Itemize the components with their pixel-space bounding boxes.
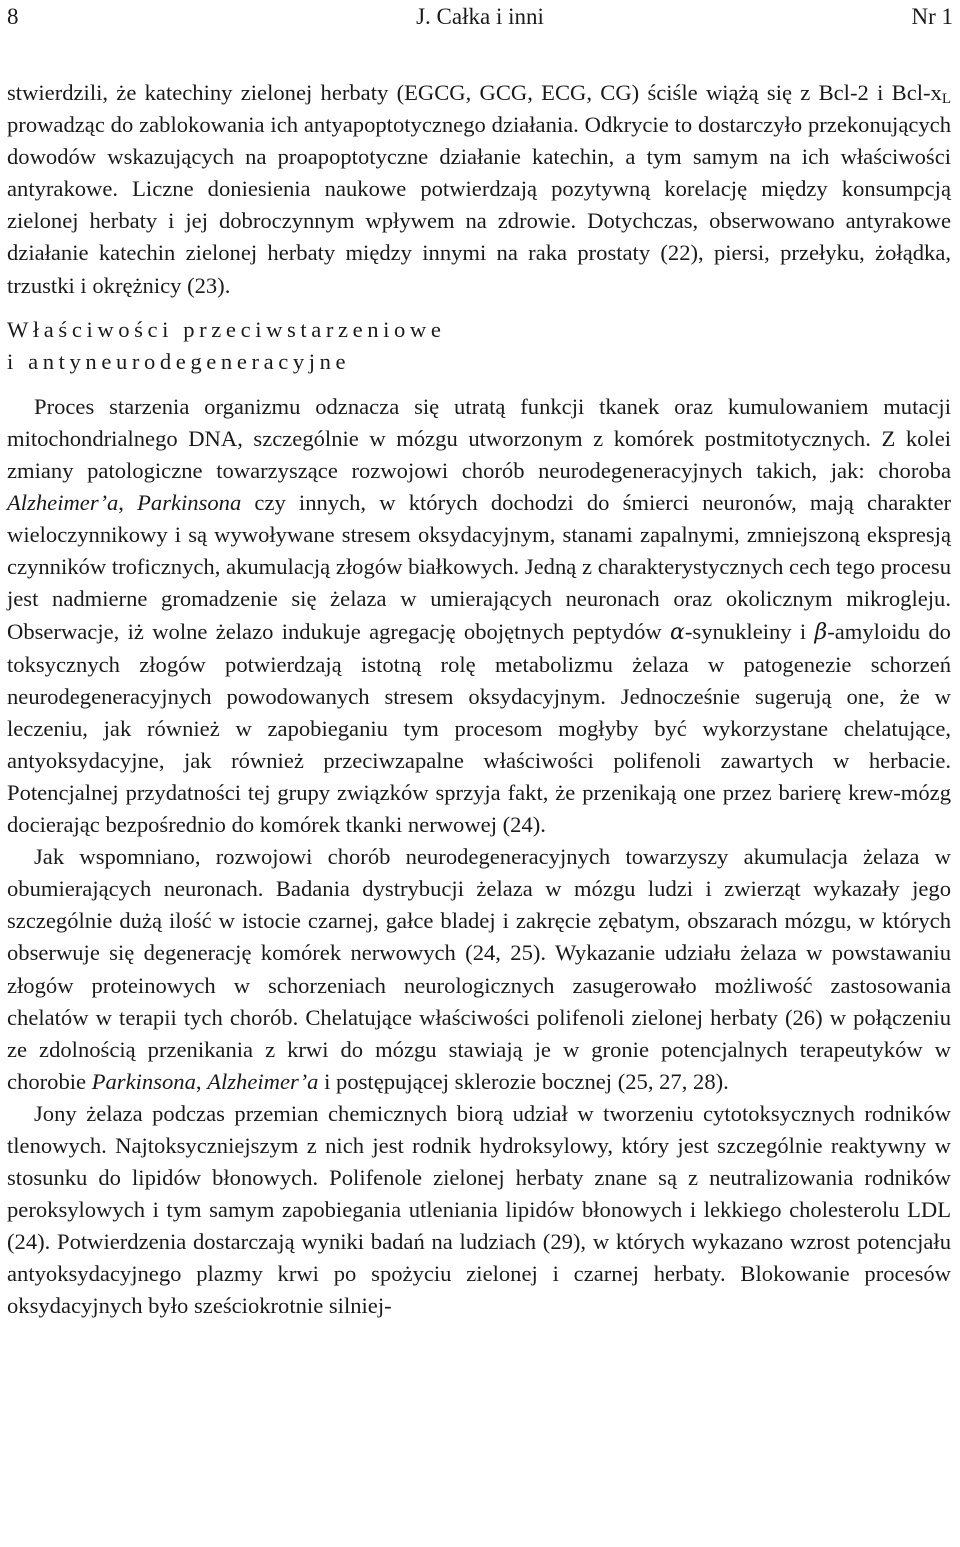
paragraph-apoptosis xyxy=(7,77,951,302)
text-run: i postępującej sklerozie bocznej (25, 27, 28). xyxy=(318,1068,729,1094)
paragraph-aging xyxy=(7,391,951,841)
paragraph-iron-accumulation xyxy=(7,841,951,1098)
italic-term: Parkinsona xyxy=(137,490,242,516)
italic-term: Alzheimer’a xyxy=(207,1068,319,1094)
text-run: -synukleiny i xyxy=(684,618,815,644)
text-run: Jak wspomniano, rozwojowi chorób neurodegeneracyjnych towarzyszy akumulacja żelaza w obumierających neuronach. Badania dystrybucji żelaza w mózgu ludzi i zwierząt wykazały jego szczególnie dużą ilość w istocie czarnej, gałce bladej i zakręcie zębatym, obszarach mózgu, w których obserwuje się degenerację komórek nerwowych (24, 25). Wykazanie udziału żelaza w powstawaniu złogów proteinowych w schorzeniach neurologicznych zasugerowało możliwość zastosowania chelatów w terapii tych chorób. Chelatujące właściwości polifenoli zielonej herbaty (26) w połączeniu ze zdolnością przenikania z krwi do mózgu stawiają je w gronie potencjalnych terapeutyków w chorobie xyxy=(7,844,951,1094)
beta-symbol: β xyxy=(814,619,828,645)
text-run: czy innych, w których dochodzi do śmierci neuronów, mają charakter wieloczynnikowy i są wywoływane stresem oksydacyjnym, stanami zapalnymi, zmniejszoną ekspresją czynników troficznych, akumulacją złogów białkowych. Jedną z charakterystycznych cech tego procesu jest nadmierne gromadzenie się żelaza w umierających neuronach oraz okolicznym mikrogleju. Obserwacje, iż wolne żelazo indukuje agregację obojętnych peptydów xyxy=(7,490,952,644)
page-number: 8 xyxy=(7,4,19,29)
text-run: stwierdzili, że katechiny zielonej herbaty (EGCG, GCG, ECG, CG) ściśle wiążą się z Bcl-2 i Bcl-x xyxy=(7,80,942,105)
italic-term: Alzheimer’a xyxy=(7,490,119,516)
page-header xyxy=(7,0,953,34)
text-run: Proces starzenia organizmu odznacza się utratą funkcji tkanek oraz kumulowaniem mutacji mitochondrialnego DNA, szczególnie w mózgu utworzonym z komórek postmitotycznych. Z kolei zmiany patologiczne towarzyszące rozwojowi chorób neurodegeneracyjnych takich, jak: choroba xyxy=(7,393,951,484)
running-title: J. Całka i inni xyxy=(416,4,544,29)
section-heading-line-1: Właściwości przeciwstarzeniowe xyxy=(7,316,446,342)
article-body xyxy=(7,77,951,1323)
text-run: -amyloidu do toksycznych złogów potwierdzają istotną rolę metabolizmu żelaza w patogenezie schorzeń neurodegeneracyjnych powodowanych stresem oksydacyjnym. Jednocześnie sugerują one, że w leczeniu, jak również w zapobieganiu tym procesom mogłyby być wykorzystane chelatujące, antyoksydacyjne, jak również przeciwzapalne właściwości polifenoli zawartych w herbacie. Potencjalnej przydatności tej grupy związków sprzyja fakt, że przenikają one przez barierę krew-mózg docierając bezpośrednio do komórek tkanki nerwowej (24). xyxy=(7,618,951,838)
issue-number: Nr 1 xyxy=(911,4,953,29)
text-run: Jony żelaza podczas przemian chemicznych biorą udział w tworzeniu cytotoksycznych rodników tlenowych. Najtoksyczniejszym z nich jest rodnik hydroksylowy, który jest szczególnie reaktywny w stosunku do lipidów błonowych. Polifenole zielonej herbaty znane są z neutralizowania rodników peroksylowych i tym samym zapobiegania utleniania lipidów błonowych i lekkiego cholesterolu LDL (24). Potwierdzenia dostarczają wyniki badań na ludziach (29), w których wykazano wzrost potencjału antyoksydacyjnego plazmy krwi po spożyciu zielonej i czarnej herbaty. Blokowanie procesów oksydacyjnych było sześciokrotnie silniej- xyxy=(7,1100,951,1319)
section-heading-line-2: i antyneurodegeneracyjne xyxy=(7,348,351,374)
paragraph-iron-ions xyxy=(7,1098,951,1323)
alpha-symbol: α xyxy=(670,619,685,645)
text-run: , xyxy=(195,1068,208,1094)
italic-term: Parkinsona xyxy=(91,1068,196,1094)
section-heading xyxy=(7,314,951,378)
text-run: , xyxy=(118,490,138,516)
subscript-l: L xyxy=(941,91,951,107)
text-run: prowadząc do zablokowania ich antyapoptotycznego działania. Odkrycie to dostarczyło przekonujących dowodów wskazujących na proapoptotyczne działanie katechin, a tym samym na ich właściwości antyrakowe. Liczne doniesienia naukowe potwierdzają pozytywną korelację między konsumpcją zielonej herbaty i jej dobroczynnym wpływem na zdrowie. Dotychczas, obserwowano antyrakowe działanie katechin zielonej herbaty między innymi na raka prostaty (22), piersi, przełyku, żołądka, trzustki i okrężnicy (23). xyxy=(7,112,951,298)
